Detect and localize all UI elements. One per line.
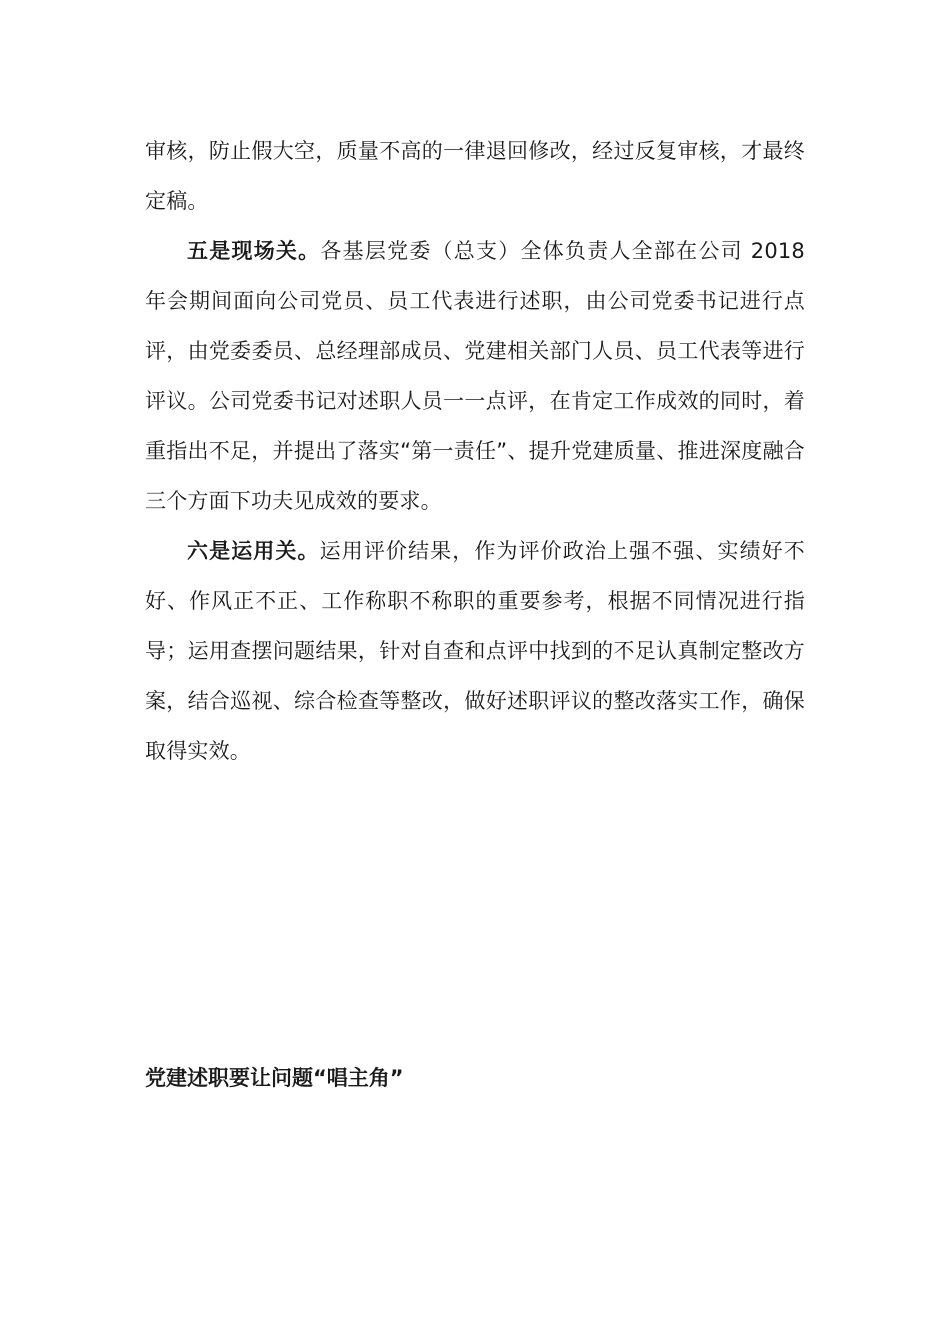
paragraph-lead: 六是运用关。 bbox=[187, 539, 320, 563]
paragraph-text: 各基层党委（总支）全体负责人全部在公司 2018 年会期间面向公司党员、员工代表进行述职，由公司党委书记进行点评，由党委委员、总经理部成员、党建相关部门人员、员工代表等进行评议。公司党委书记对述职人员一一点评，在肯定工作成效的同时，着重指出不足，并提出了落实“第一责任”、提升党建质量、推进深度融合三个方面下功夫见成效的要求。 bbox=[145, 239, 805, 513]
paragraph-lead: 五是现场关。 bbox=[187, 239, 321, 263]
paragraph-text: 审核，防止假大空，质量不高的一律退回修改，经过反复审核，才最终定稿。 bbox=[145, 139, 805, 213]
paragraph-text: 运用评价结果，作为评价政治上强不强、实绩好不好、作风正不正、工作称职不称职的重要参考，根据不同情况进行指导；运用查摆问题结果，针对自查和点评中找到的不足认真制定整改方案，结合巡视、综合检查等整改，做好述职评议的整改落实工作，确保取得实效。 bbox=[145, 539, 805, 763]
paragraph-continuation bbox=[145, 126, 805, 226]
body-text bbox=[145, 126, 805, 776]
paragraph-application-check bbox=[145, 526, 805, 776]
paragraph-site-check bbox=[145, 226, 805, 526]
section-heading: 党建述职要让问题“唱主角” bbox=[145, 1066, 404, 1090]
